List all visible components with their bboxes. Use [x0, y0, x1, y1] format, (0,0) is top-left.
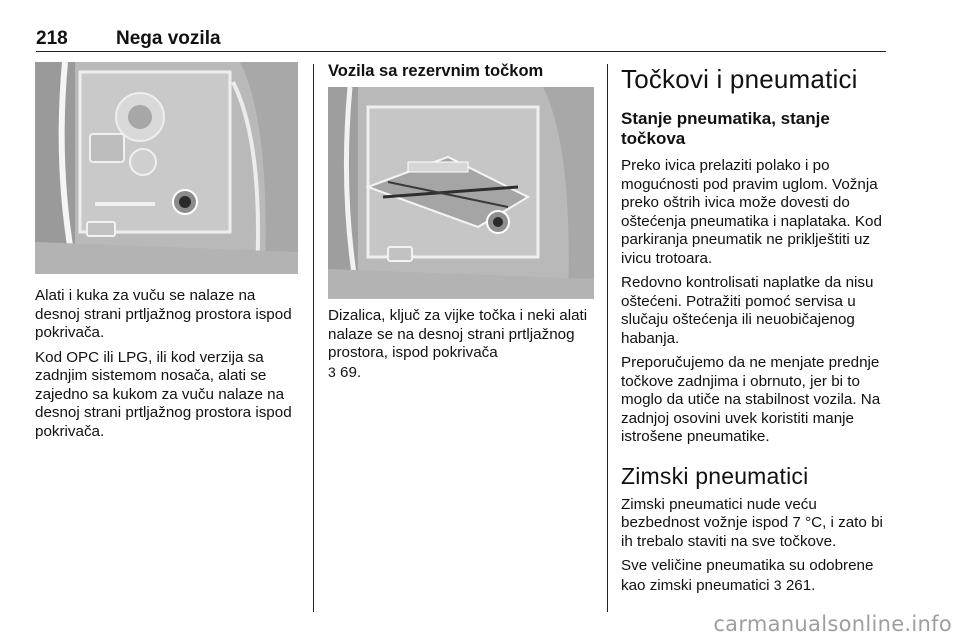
watermark: carmanualsonline.info [713, 612, 952, 636]
section-title-winter: Zimski pneumatici [621, 462, 809, 489]
page-reference: 261. [785, 576, 816, 594]
column-1 [35, 62, 298, 447]
trunk-tools-illustration [35, 62, 298, 274]
column-divider-2 [607, 64, 608, 612]
figure-caption: Alati i kuka za vuču se nalaze na desnoj strani prtljažnog prostora ispod pokrivača. [35, 287, 292, 341]
paragraph: Preko ivica prelaziti polako i po mogućnosti pod pravim uglom. Vožnja preko oštrih ivica može dovesti do oštećenja pneumatika i naplataka. Kod parkiranja pneumatik ne priklještiti uz ivicu trotoara. [621, 157, 882, 267]
column-divider-1 [313, 64, 314, 612]
page-reference-icon: 3 [773, 576, 782, 593]
page-reference: 69. [340, 363, 362, 381]
figure-caption: Dizalica, ključ za vijke točka i neki alati nalaze se na desnoj strani prtljažnog prostora, ispod pokrivača 3 69. [328, 307, 588, 381]
page-header [36, 28, 886, 52]
header-rule [36, 51, 886, 52]
paragraph: Redovno kontrolisati naplatke da nisu oštećeni. Potražiti pomoć servisa u slučaju oštećenja ili neuobičajenog habanja. [621, 274, 874, 347]
paragraph: Preporučujemo da ne menjate prednje točkove zadnjima i obrnuto, jer bi to moglo da utiče na stabilnost vozila. Na zadnjoj osovini uvek koristiti manje istrošene pneumatike. [621, 354, 881, 445]
page-reference-icon: 3 [328, 363, 336, 380]
spare-wheel-tools-illustration [328, 87, 594, 299]
column-3 [621, 62, 889, 601]
paragraph: Sve veličine pneumatika su odobrene kao zimski pneumatici 3 261. [621, 557, 874, 594]
chapter-title: Nega vozila [116, 28, 221, 49]
section-heading: Vozila sa rezervnim točkom [328, 62, 544, 80]
column-2 [328, 62, 594, 388]
paragraph: Kod OPC ili LPG, ili kod verzija sa zadnjim sistemom nosača, alati se zajedno sa kukom za vuču nalaze na desnoj strani prtljažnog prostora ispod pokrivača. [35, 348, 292, 440]
subheading: Stanje pneumatika, stanje točkova [621, 109, 830, 148]
paragraph: Zimski pneumatici nude veću bezbednost vožnje ispod 7 °C, i zato bi ih trebalo staviti na sve točkove. [621, 495, 883, 550]
section-title: Točkovi i pneumatici [621, 64, 858, 94]
page-number: 218 [36, 28, 68, 49]
